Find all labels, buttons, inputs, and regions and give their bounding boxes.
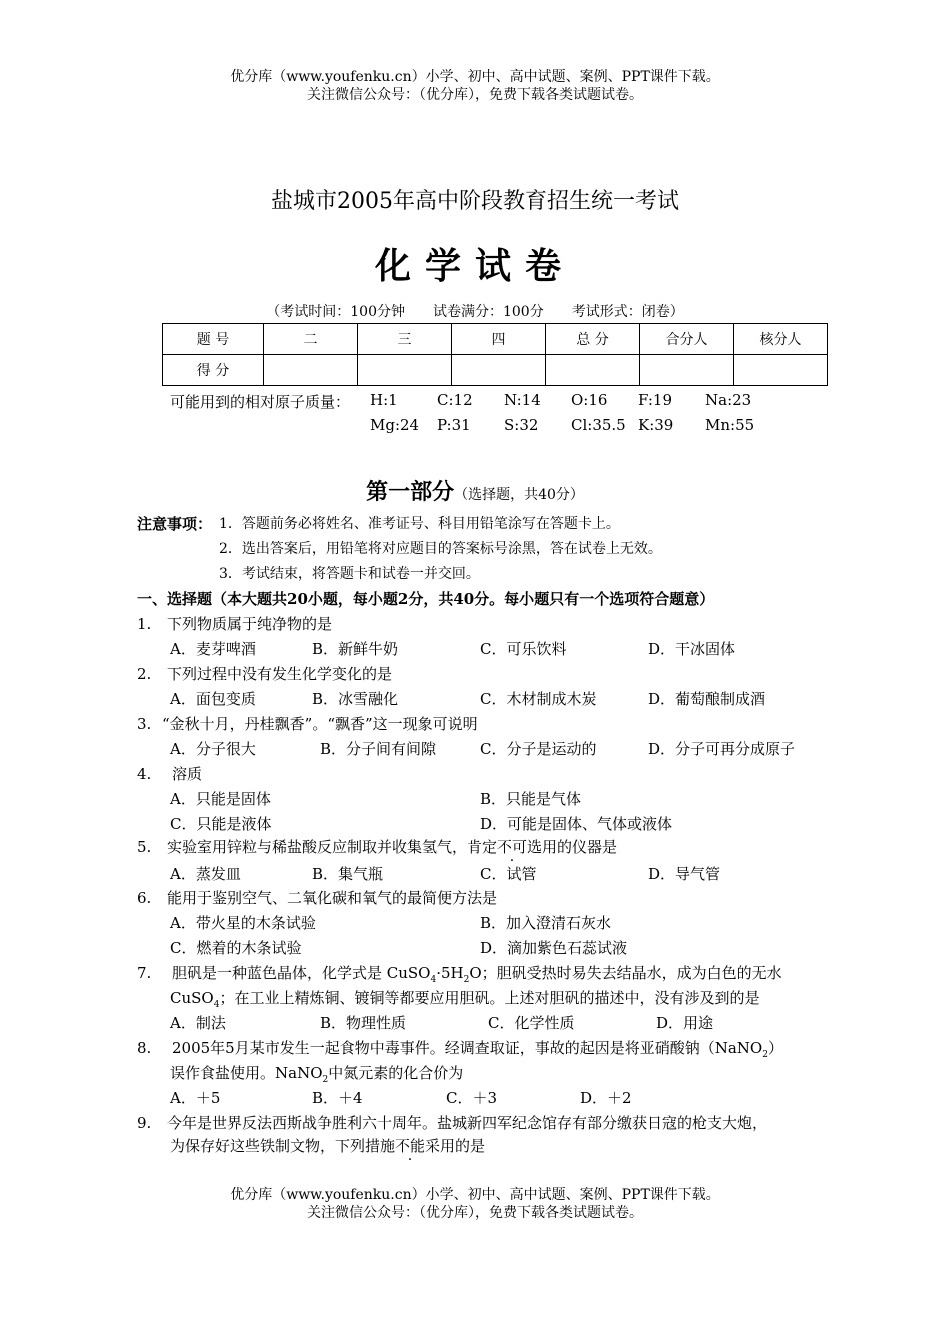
atomic-mass: K:39 (638, 416, 674, 434)
question-text-part: 误作食盐使用。NaNO (170, 1064, 323, 1082)
option: C．分子是运动的 (480, 740, 597, 758)
option: D．可能是固体、气体或液体 (480, 815, 673, 833)
score-input-cell[interactable] (546, 355, 640, 386)
score-cell: 四 (452, 324, 546, 355)
question-number: 1. (137, 615, 152, 633)
question-number: 7. (137, 964, 152, 982)
option: B．分子间有间隙 (320, 740, 437, 758)
option: A．蒸发皿 (170, 865, 241, 883)
atomic-mass: N:14 (504, 391, 541, 409)
option: C．试管 (480, 865, 537, 883)
question-text: 能用于鉴别空气、二氧化碳和氧气的最简便方法是 (167, 889, 498, 907)
question-text-part: 选用的仪器是 (527, 838, 618, 856)
option: B．新鲜牛奶 (312, 640, 399, 658)
option: A．麦芽啤酒 (170, 640, 256, 658)
subscript: 2 (463, 975, 470, 985)
atomic-mass: P:31 (437, 416, 471, 434)
atomic-mass: O:16 (571, 391, 608, 409)
emphasis-text: 不可 (497, 838, 528, 856)
score-table-score-row (163, 355, 828, 386)
option: C．＋3 (446, 1089, 498, 1107)
option: C．只能是液体 (170, 815, 272, 833)
header-line-2: 关注微信公众号：（优分库），免费下载各类试题试卷。 (307, 87, 643, 103)
part1-note: （选择题，共40分） (454, 487, 584, 503)
option: A．带火星的木条试验 (170, 914, 316, 932)
option: D．用途 (656, 1014, 714, 1032)
score-input-cell[interactable] (452, 355, 546, 386)
option: D．导气管 (648, 865, 721, 883)
score-cell: 二 (264, 324, 358, 355)
option: A．＋5 (170, 1089, 221, 1107)
option: B．冰雪融化 (312, 690, 399, 708)
question-text: 溶质 (172, 765, 203, 783)
subject-title: 化学试卷 (374, 245, 575, 287)
option: A．只能是固体 (170, 790, 271, 808)
score-input-cell[interactable] (640, 355, 734, 386)
atomic-mass: Mg:24 (370, 416, 420, 434)
atomic-mass: S:32 (504, 416, 539, 434)
footer-line-2: 关注微信公众号：（优分库），免费下载各类试题试卷。 (307, 1205, 643, 1221)
score-cell: 核分人 (734, 324, 828, 355)
section1-heading: 一、选择题（本大题共20小题，每小题2分，共40分。每小题只有一个选项符合题意） (137, 590, 715, 608)
question-text-part: 采用的是 (425, 1137, 486, 1155)
atomic-mass: H:1 (370, 391, 398, 409)
option: A．制法 (170, 1014, 226, 1032)
score-cell: 三 (358, 324, 452, 355)
option: C．化学性质 (488, 1014, 575, 1032)
question-text-part: ·5H (436, 964, 464, 982)
atomic-mass-label: 可能用到的相对原子质量： (170, 393, 351, 411)
option: D．滴加紫色石蕊试液 (480, 939, 628, 957)
option: B．只能是气体 (480, 790, 582, 808)
score-cell-label: 得 分 (163, 355, 264, 386)
question-text-part: CuSO (170, 989, 214, 1007)
atomic-mass: Na:23 (705, 391, 752, 409)
emphasis-text: 不能 (395, 1137, 426, 1155)
score-cell: 总 分 (546, 324, 640, 355)
footer-line-1: 优分库（www.youfenku.cn）小学、初中、高中试题、案例、PPT课件下载。 (230, 1187, 720, 1203)
question-text-part: 2005年5月某市发生一起食物中毒事件。经调查取证，事故的起因是将亚硝酸钠（NaNO (172, 1039, 763, 1057)
option: B．＋4 (312, 1089, 363, 1107)
question-number: 8. (137, 1039, 152, 1057)
option: D．＋2 (580, 1089, 632, 1107)
subscript: 4 (430, 975, 437, 985)
option: C．可乐饮料 (480, 640, 567, 658)
question-text: 今年是世界反法西斯战争胜利六十周年。盐城新四军纪念馆存有部分缴获日寇的枪支大炮， (167, 1114, 768, 1132)
score-cell: 合分人 (640, 324, 734, 355)
question-text-part: ） (767, 1039, 783, 1057)
header-line-1: 优分库（www.youfenku.cn）小学、初中、高中试题、案例、PPT课件下载。 (230, 69, 720, 85)
question-text: 下列物质属于纯净物的是 (167, 615, 333, 633)
option: D．葡萄酿制成酒 (648, 690, 766, 708)
subscript: 2 (322, 1075, 329, 1085)
option: D．分子可再分成原子 (648, 740, 796, 758)
question-text (167, 835, 617, 860)
atomic-mass: F:19 (638, 391, 673, 409)
question-number: 5. (137, 838, 152, 856)
atomic-mass: Cl:35.5 (571, 416, 626, 434)
question-text-part: 胆矾是一种蓝色晶体，化学式是 CuSO (172, 964, 431, 982)
question-text-part: O；胆矾受热时易失去结晶水，成为白色的无水 (469, 964, 782, 982)
notice-item: 2．选出答案后，用铅笔将对应题目的答案标号涂黑，答在试卷上无效。 (219, 541, 662, 557)
score-input-cell[interactable] (264, 355, 358, 386)
part1-heading (0, 475, 950, 506)
option: C．木材制成木炭 (480, 690, 597, 708)
question-text-part: 为保存好这些铁制文物，下列措施 (170, 1137, 396, 1155)
option: A．面包变质 (170, 690, 256, 708)
question-text (170, 1134, 485, 1159)
question-number: 2. (137, 665, 152, 683)
option: C．燃着的木条试验 (170, 939, 302, 957)
question-number: 4. (137, 765, 152, 783)
question-number: 6. (137, 889, 152, 907)
option: B．物理性质 (320, 1014, 407, 1032)
score-input-cell[interactable] (358, 355, 452, 386)
question-text-part: 实验室用锌粒与稀盐酸反应制取并收集氢气，肯定 (167, 838, 498, 856)
exam-title: 盐城市2005年高中阶段教育招生统一考试 (271, 189, 679, 214)
subscript: 2 (762, 1050, 768, 1060)
question-text: 下列过程中没有发生化学变化的是 (167, 665, 393, 683)
exam-info: （考试时间：100分钟 试卷满分：100分 考试形式：闭卷） (266, 304, 684, 320)
part1-title: 第一部分 (366, 479, 455, 505)
option: B．集气瓶 (312, 865, 384, 883)
question-number: 3. (137, 715, 152, 733)
question-text-part: ；在工业上精炼铜、镀铜等都要应用胆矾。上述对胆矾的描述中，没有涉及到的是 (219, 989, 760, 1007)
subscript: 4 (213, 1000, 220, 1010)
score-table (162, 323, 828, 386)
score-cell-label: 题 号 (163, 324, 264, 355)
question-number: 9. (137, 1114, 152, 1132)
atomic-mass: Mn:55 (705, 416, 755, 434)
option: D．干冰固体 (648, 640, 736, 658)
notice-item: 1．答题前务必将姓名、准考证号、科目用铅笔涂写在答题卡上。 (219, 516, 620, 532)
atomic-mass: C:12 (437, 391, 473, 409)
notice-label: 注意事项： (137, 515, 213, 533)
question-text: “金秋十月，丹桂飘香”。“飘香”这一现象可说明 (162, 715, 478, 733)
notice-item: 3．考试结束，将答题卡和试卷一并交回。 (219, 566, 480, 582)
option: A．分子很大 (170, 740, 256, 758)
option: B．加入澄清石灰水 (480, 914, 612, 932)
score-input-cell[interactable] (734, 355, 828, 386)
question-text-part: 中氮元素的化合价为 (328, 1064, 464, 1082)
score-table-header-row (163, 324, 828, 355)
